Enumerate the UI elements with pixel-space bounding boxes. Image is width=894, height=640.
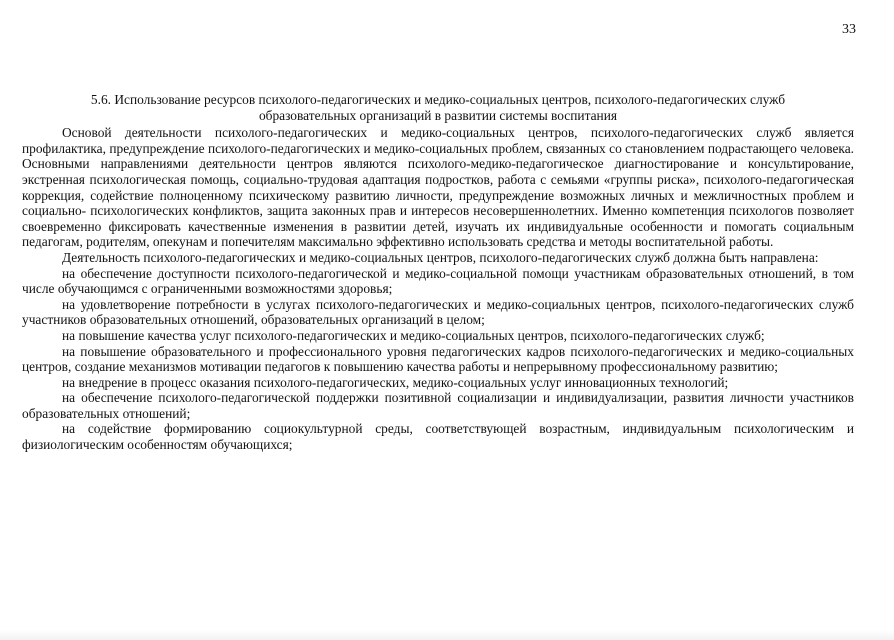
page-number: 33 (842, 22, 856, 37)
section-heading: 5.6. Использование ресурсов психолого-педагогических и медико-социальных центров, психолого-педагогических служб образовательных организаций в развитии системы воспитания (90, 92, 786, 123)
list-item-socialization: на обеспечение психолого-педагогической поддержки позитивной социализации и индивидуализации, развития личности участников образовательных отношений; (22, 390, 854, 421)
list-item-satisfaction: на удовлетворение потребности в услугах психолого-педагогических и медико-социальных центров, психолого-педагогических служб участников образовательных отношений, образовательных организаций в целом; (22, 296, 854, 328)
list-item-accessibility: на обеспечение доступности психолого-педагогической и медико-социальной помощи участникам образовательных отношений, в том числе обучающимся с ограниченными возможностями здоровья; (22, 265, 854, 297)
paragraph-intro: Основой деятельности психолого-педагогических и медико-социальных центров, психолого-педагогических служб является профилактика, предупреждение психолого-педагогических и медико-социальных проблем, связанных со становлением подрастающего человека. Основными направлениями деятельности центров являются психолого-медико-педагогическое диагностирование и консультирование, экстренная психологическая помощь, социально-трудовая адаптация подростков, работа с семьями «группы риска», психолого-педагогическая коррекция, содействие полноценному психическому развитию личности, предупреждение возможных личных и межличностных проблем и социально- психологических конфликтов, защита законных прав и интересов несовершеннолетних. Именно компетенция психологов позволяет своевременно фиксировать качественные изменения в развитии детей, изучать их индивидуальные особенности и помогать социальным педагогам, родителям, опекунам и попечителям максимально эффективно использовать средства и методы воспитательной работы. (22, 125, 854, 250)
document-body (22, 92, 854, 453)
list-item-sociocultural: на содействие формированию социокультурной среды, соответствующей возрастным, индивидуальным психологическим и физиологическим особенностям обучающихся; (22, 421, 854, 453)
list-item-quality: на повышение качества услуг психолого-педагогических и медико-социальных центров, психолого-педагогических служб; (62, 327, 765, 343)
paragraph-directions-lead: Деятельность психолого-педагогических и медико-социальных центров, психолого-педагогических служб должна быть направлена: (62, 249, 819, 265)
list-item-innovation: на внедрение в процесс оказания психолого-педагогических, медико-социальных услуг инновационных технологий; (62, 374, 729, 390)
list-item-staff-level: на повышение образовательного и профессионального уровня педагогических кадров психолого-педагогических и медико-социальных центров, создание механизмов мотивации педагогов к повышению качества работы и непрерывному профессиональному развитию; (22, 343, 854, 375)
page-bottom-edge (0, 630, 894, 640)
